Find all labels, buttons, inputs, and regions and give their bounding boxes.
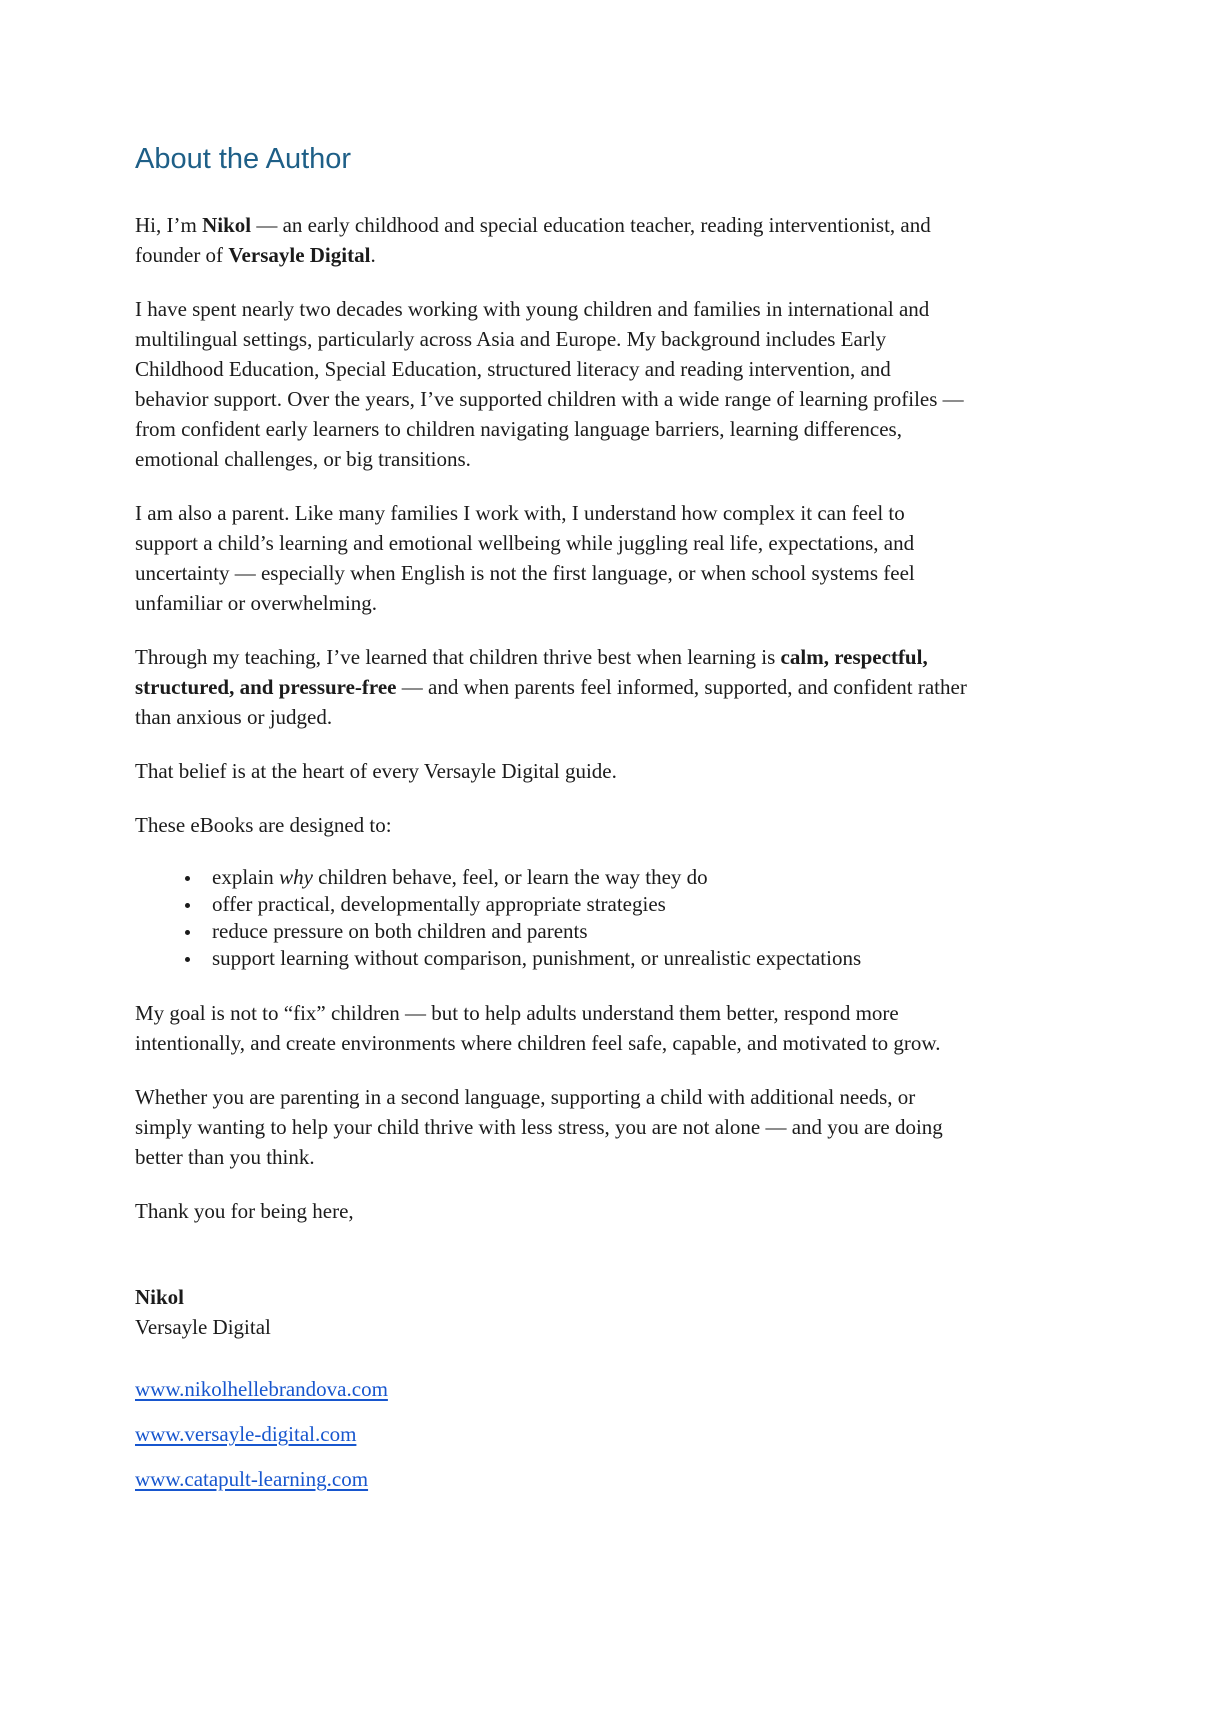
paragraph-parent: I am also a parent. Like many families I work with, I understand how complex it can feel to support a child’s learning and emotional wellbeing while juggling real life, expectations, and uncertainty — especially when English is not the first language, or when school systems feel unfamiliar or overwhelming. bbox=[135, 501, 915, 615]
link-row bbox=[135, 1374, 968, 1404]
paragraph-teaching: Through my teaching, I’ve learned that children thrive best when learning is calm, respectful, structured, and pressure-free — and when parents feel informed, supported, and confident rather than anxious or judged. bbox=[135, 645, 967, 729]
list-item: • reduce pressure on both children and parents bbox=[202, 918, 968, 945]
italic-why: why bbox=[279, 865, 313, 889]
link-catapult-learning[interactable]: www.catapult-learning.com bbox=[135, 1467, 369, 1491]
paragraph-thanks: Thank you for being here, bbox=[135, 1199, 354, 1223]
paragraph-background: I have spent nearly two decades working with young children and families in international and multilingual settings, particularly across Asia and Europe. My background includes Early Childhood Education, Special Education, structured literacy and reading intervention, and behavior support. Over the years, I’ve supported children with a wide range of learning profiles — from confident early learners to children navigating language barriers, learning differences, emotional challenges, or big transitions. bbox=[135, 297, 964, 471]
paragraph-goal: My goal is not to “fix” children — but to help adults understand them better, respond more intentionally, and create environments where children feel safe, capable, and motivated to grow. bbox=[135, 1001, 941, 1055]
list-item: • support learning without comparison, punishment, or unrealistic expectations bbox=[202, 945, 968, 972]
link-row bbox=[135, 1464, 968, 1494]
paragraph-designed-intro: These eBooks are designed to: bbox=[135, 813, 392, 837]
paragraph-intro: Hi, I’m Nikol — an early childhood and special education teacher, reading interventionist, and founder of Versayle Digital. bbox=[135, 213, 931, 267]
page-title: About the Author bbox=[135, 143, 352, 175]
list-item: • offer practical, developmentally appropriate strategies bbox=[202, 891, 968, 918]
intro-text: Hi, I’m bbox=[135, 213, 203, 237]
paragraph-whether: Whether you are parenting in a second language, supporting a child with additional needs, or simply wanting to help your child thrive with less stress, you are not alone — and you are doing better than you think. bbox=[135, 1085, 943, 1169]
link-nikolhellebrandova[interactable]: www.nikolhellebrandova.com bbox=[135, 1377, 388, 1401]
author-first-name: Nikol bbox=[202, 213, 252, 237]
teaching-emphasis: calm, respectful, structured, and pressure-free bbox=[135, 645, 928, 699]
signature-name: Nikol bbox=[135, 1285, 185, 1309]
brand-name: Versayle Digital bbox=[228, 243, 371, 267]
list-item: • explain why children behave, feel, or learn the way they do bbox=[202, 864, 968, 891]
paragraph-belief: That belief is at the heart of every Versayle Digital guide. bbox=[135, 759, 617, 783]
link-versayle-digital[interactable]: www.versayle-digital.com bbox=[135, 1422, 357, 1446]
link-row bbox=[135, 1419, 968, 1449]
ebook-goals-list bbox=[135, 864, 968, 972]
signature-company: Versayle Digital bbox=[135, 1315, 271, 1339]
